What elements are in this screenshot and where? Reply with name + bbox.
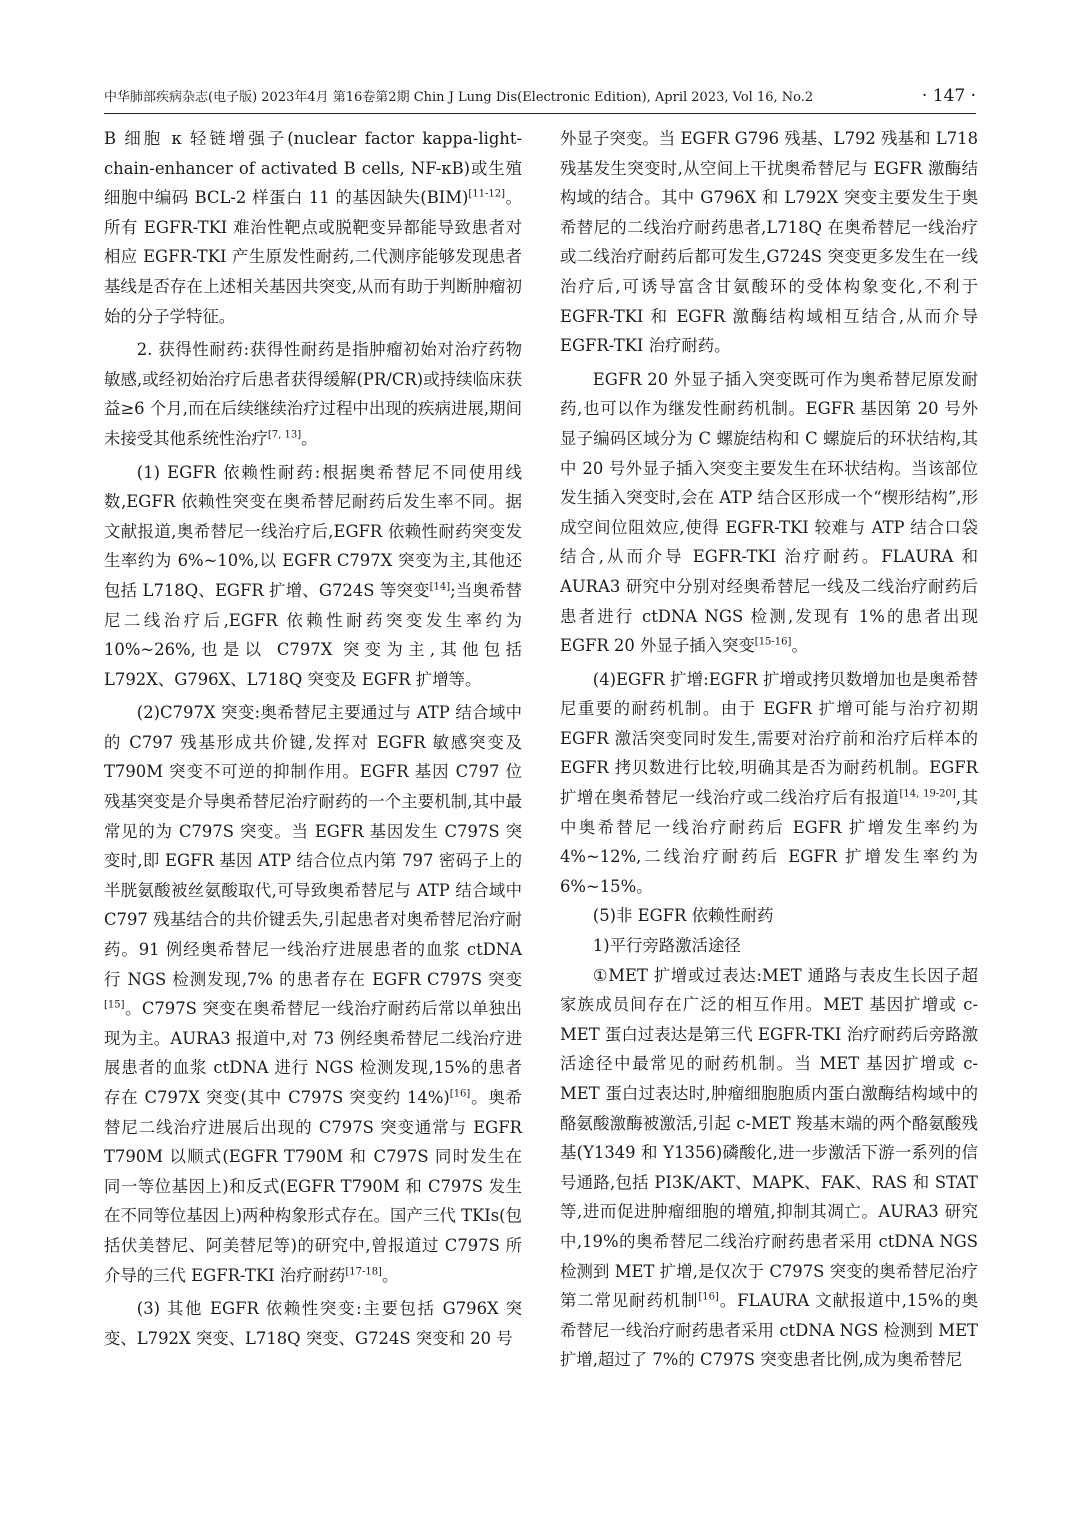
paragraph: 2. 获得性耐药:获得性耐药是指肿瘤初始对治疗药物敏感,或经初始治疗后患者获得缓解(PR/CR)或持续临床获益≥6 个月,而在后续继续治疗过程中出现的疾病进展,期间未接受其他系统性治疗[7, 13]。	[104, 340, 522, 448]
section-heading: (5)非 EGFR 依赖性耐药	[592, 906, 774, 926]
citation[interactable]: [16]	[449, 1088, 471, 1100]
journal-citation: 中华肺部疾病杂志(电子版) 2023年4月 第16卷第2期 Chin J Lung Dis(Electronic Edition), April 2023, Vol 16, No.2	[104, 90, 814, 105]
citation[interactable]: [14]	[429, 581, 451, 593]
header-rule	[104, 113, 976, 114]
paragraph: B 细胞 κ 轻链增强子(nuclear factor kappa-light-chain-enhancer of activated B cells, NF-κB)或生殖细胞中编码 BCL-2 样蛋白 11 的基因缺失(BIM)[11-12]。所有 EGFR-TKI 难治性靶点或脱靶变异都能导致患者对相应 EGFR-TKI 产生原发性耐药,二代测序能够发现患者基线是否存在上述相关基因共突变,从而有助于判断肿瘤初始的分子学特征。	[104, 129, 522, 326]
page-number: · 147 ·	[921, 86, 976, 106]
citation[interactable]: [14, 19-20]	[899, 788, 956, 800]
paragraph: ①MET 扩增或过表达:MET 通路与表皮生长因子超家族成员间存在广泛的相互作用。MET 基因扩增或 c-MET 蛋白过表达是第三代 EGFR-TKI 治疗耐药后旁路激活途径中最常见的耐药机制。当 MET 基因扩增或 c-MET 蛋白过表达时,肿瘤细胞胞质内蛋白激酶结构域中的酪氨酸激酶被激活,引起 c-MET 羧基末端的两个酪氨酸残基(Y1349 和 Y1356)磷酸化,进一步激活下游一系列的信号通路,包括 PI3K/AKT、MAPK、FAK、RAS 和 STAT 等,进而促进肿瘤细胞的增殖,抑制其凋亡。AURA3 研究中,19%的奥希替尼二线治疗耐药患者采用 ctDNA NGS 检测到 MET 扩增,是仅次于 C797S 突变的奥希替尼治疗第二常见耐药机制[16]。FLAURA 文献报道中,15%的奥希替尼一线治疗耐药患者采用 ctDNA NGS 检测到 MET 扩增,超过了 7%的 C797S 突变患者比例,成为奥希替尼	[560, 965, 979, 1370]
citation[interactable]: [15]	[104, 999, 125, 1011]
citation[interactable]: [11-12]	[468, 188, 506, 200]
citation[interactable]: [7, 13]	[267, 429, 302, 441]
paragraph: (3) 其他 EGFR 依赖性突变:主要包括 G796X 突变、L792X 突变、L718Q 突变、G724S 突变和 20 号	[104, 1299, 522, 1348]
paragraph: EGFR 20 外显子插入突变既可作为奥希替尼原发耐药,也可以作为继发性耐药机制。EGFR 基因第 20 号外显子编码区域分为 C 螺旋结构和 C 螺旋后的环状结构,其中 20 号外显子插入突变主要发生在环状结构。当该部位发生插入突变时,会在 ATP 结合区形成一个“楔形结构”,形成空间位阻效应,使得 EGFR-TKI 较难与 ATP 结合口袋结合,从而介导 EGFR-TKI 治疗耐药。FLAURA 和 AURA3 研究中分别对经奥希替尼一线及二线治疗耐药后患者进行 ctDNA NGS 检测,发现有 1%的患者出现 EGFR 20 外显子插入突变[15-16]。	[560, 369, 978, 656]
citation[interactable]: [15-16]	[754, 636, 792, 648]
left-column	[104, 124, 522, 1353]
running-header	[104, 86, 976, 110]
paragraph: 外显子突变。当 EGFR G796 残基、L792 残基和 L718 残基发生突变时,从空间上干扰奥希替尼与 EGFR 激酶结构域的结合。其中 G796X 和 L792X 突变主要发生于奥希替尼的二线治疗耐药患者,L718Q 在奥希替尼一线治疗或二线治疗耐药后都可发生,G724S 突变更多发生在一线治疗后,可诱导富含甘氨酸环的受体构象变化,不利于 EGFR-TKI 和 EGFR 激酶结构域相互结合,从而介导 EGFR-TKI 治疗耐药。	[560, 129, 978, 356]
paragraph: (4)EGFR 扩增:EGFR 扩增或拷贝数增加也是奥希替尼重要的耐药机制。由于 EGFR 扩增可能与治疗初期 EGFR 激活突变同时发生,需要对治疗前和治疗后样本的 EGFR 拷贝数进行比较,明确其是否为耐药机制。EGFR 扩增在奥希替尼一线治疗或二线治疗后有报道[14, 19-20],其中奥希替尼一线治疗耐药后 EGFR 扩增发生率约为 4%~12%,二线治疗耐药后 EGFR 扩增发生率约为 6%~15%。	[560, 669, 979, 896]
subsection-heading: 1)平行旁路激活途径	[592, 936, 741, 956]
paragraph: (1) EGFR 依赖性耐药:根据奥希替尼不同使用线数,EGFR 依赖性突变在奥希替尼耐药后发生率不同。据文献报道,奥希替尼一线治疗后,EGFR 依赖性耐药突变发生率约为 6%~10%,以 EGFR C797X 突变为主,其他还包括 L718Q、EGFR 扩增、G724S 等突变[14];当奥希替尼二线治疗后,EGFR 依赖性耐药突变发生率约为 10%~26%,也是以 C797X 突变为主,其他包括 L792X、G796X、L718Q 突变及 EGFR 扩增等。	[104, 462, 522, 689]
citation[interactable]: [16]	[698, 1291, 719, 1303]
paragraph: (2)C797X 突变:奥希替尼主要通过与 ATP 结合域中的 C797 残基形成共价键,发挥对 EGFR 敏感突变及 T790M 突变不可逆的抑制作用。EGFR 基因 C797 位残基突变是介导奥希替尼治疗耐药的一个主要机制,其中最常见的为 C797S 突变。当 EGFR 基因发生 C797S 突变时,即 EGFR 基因 ATP 结合位点内第 797 密码子上的半胱氨酸被丝氨酸取代,可导致奥希替尼与 ATP 结合域中 C797 残基结合的共价键丢失,引起患者对奥希替尼治疗耐药。91 例经奥希替尼一线治疗进展患者的血浆 ctDNA 行 NGS 检测发现,7% 的患者存在 EGFR C797S 突变[15]。C797S 突变在奥希替尼一线治疗耐药后常以单独出现为主。AURA3 报道中,对 73 例经奥希替尼二线治疗进展患者的血浆 ctDNA 进行 NGS 检测发现,15%的患者存在 C797X 突变(其中 C797S 突变约 14%)[16]。奥希替尼二线治疗进展后出现的 C797S 突变通常与 EGFR T790M 以顺式(EGFR T790M 和 C797S 同时发生在同一等位基因上)和反式(EGFR T790M 和 C797S 发生在不同等位基因上)两种构象形式存在。国产三代 TKIs(包括伏美替尼、阿美替尼等)的研究中,曾报道过 C797S 所介导的三代 EGFR-TKI 治疗耐药[17-18]。	[104, 703, 522, 1285]
citation[interactable]: [17-18]	[345, 1266, 382, 1278]
right-column	[560, 124, 978, 1375]
